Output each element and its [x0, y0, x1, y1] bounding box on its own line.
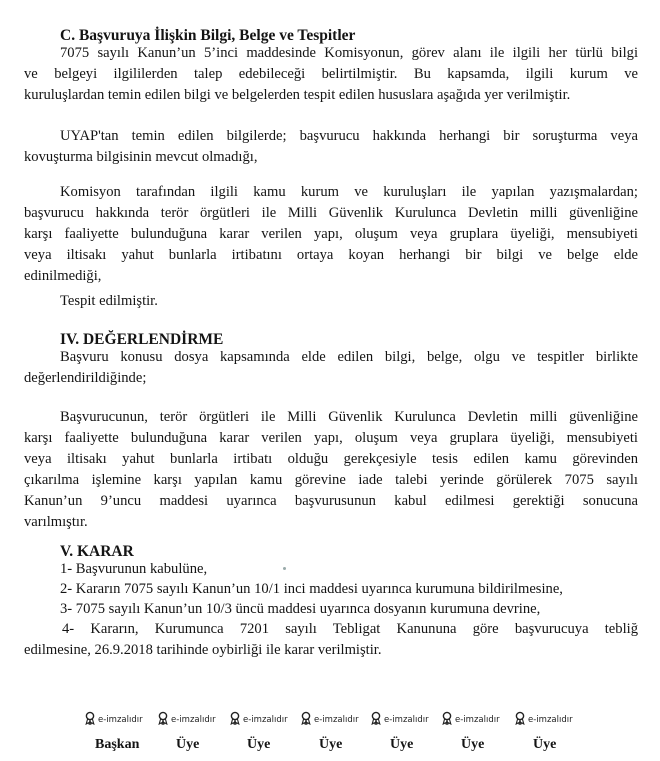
- e-signature-ribbon-icon: [370, 711, 382, 728]
- text-line: kovuşturma bilgisinin mevcut olmadığı,: [24, 149, 258, 165]
- text-line: veya iltisakı yahut bunlarla irtibatını ortaya koyan herhangi bir bilgi ve belge elde: [24, 247, 638, 263]
- e-signature-label: e-imzalıdır: [384, 714, 429, 725]
- text-line: Başvuru konusu dosya kapsamında elde edilen bilgi, belge, olgu ve tespitler birlikte: [60, 349, 638, 365]
- signatory-role-member: Üye: [390, 737, 414, 752]
- text-line: veya iltisakı yahut bunlarla irtibatı olduğu gerekçesiyle tesis edilen kamu görevinden: [24, 451, 638, 467]
- e-signature-stamp: [157, 711, 216, 728]
- section-c-title: C. Başvuruya İlişkin Bilgi, Belge ve Tespitler: [60, 27, 356, 44]
- e-signature-ribbon-icon: [84, 711, 96, 728]
- text-line: değerlendirildiğinde;: [24, 370, 147, 386]
- decision-item-2: 2- Kararın 7075 sayılı Kanun’un 10/1 inci maddesi uyarınca kurumuna bildirilmesine,: [60, 581, 563, 597]
- section-iv-paragraph-2: [24, 407, 638, 533]
- signatory-role-member: Üye: [176, 737, 200, 752]
- e-signature-label: e-imzalıdır: [314, 714, 359, 725]
- e-signature-ribbon-icon: [229, 711, 241, 728]
- text-line: kuruluşlardan temin edilen bilgi ve belgelerden tespit edilen hususlara aşağıda yer verilmiştir.: [24, 87, 571, 103]
- section-c-paragraph-2: [24, 126, 638, 168]
- e-signature-label: e-imzalıdır: [528, 714, 573, 725]
- decision-item-4: [24, 619, 638, 661]
- signatory-roles: [0, 737, 660, 757]
- e-signature-label: e-imzalıdır: [455, 714, 500, 725]
- text-line: Başvurucunun, terör örgütleri ile Milli Güvenlik Kurulunca Devletin milli güvenliğine: [60, 409, 638, 425]
- e-signature-ribbon-icon: [157, 711, 169, 728]
- decision-item-1: 1- Başvurunun kabulüne,: [60, 561, 208, 577]
- e-signature-label: e-imzalıdır: [171, 714, 216, 725]
- text-line: çıkarılma işlemine karşı yapılan kamu görevine iade talebi yerinde görülerek 7075 sayılı: [24, 472, 638, 488]
- decision-item-3: 3- 7075 sayılı Kanun’un 10/3 üncü maddesi uyarınca dosyanın kurumuna devrine,: [60, 601, 541, 617]
- text-line: başvurucu hakkında terör örgütleri ile Milli Güvenlik Kurulunca Devletin milli güvenliğine: [24, 205, 638, 221]
- e-signature-stamp: [441, 711, 500, 728]
- e-signature-label: e-imzalıdır: [243, 714, 288, 725]
- text-line: karşı faaliyette bulunduğuna karar verilen yapı, oluşum veya gruplara üyeliği, mensubiyeti: [24, 226, 638, 242]
- signatory-role-member: Üye: [319, 737, 343, 752]
- text-line: varılmıştır.: [24, 514, 88, 530]
- text-line: Komisyon tarafından ilgili kamu kurum ve kuruluşları ile yapılan yazışmalardan;: [60, 184, 638, 200]
- e-signature-stamp: [370, 711, 429, 728]
- text-line: 4- Kararın, Kurumunca 7201 sayılı Tebligat Kanununa göre başvurucuya tebliğ: [62, 621, 638, 637]
- section-v-title: V. KARAR: [60, 543, 134, 560]
- text-line: Kanun’un 9’uncu maddesi uyarınca başvurusunun kabul edilmesi gerektiği sonucuna: [24, 493, 638, 509]
- section-c-paragraph-3: [24, 182, 638, 287]
- text-line: karşı faaliyette bulunduğuna karar verilen yapı, oluşum veya gruplara üyeliği, mensubiyeti: [24, 430, 638, 446]
- section-iv-paragraph-1: [24, 347, 638, 389]
- text-line: 7075 sayılı Kanun’un 5’inci maddesinde Komisyonun, görev alanı ile ilgili her türlü bilgi: [60, 45, 638, 61]
- text-line: edilmesine, 26.9.2018 tarihinde oybirliği ile karar verilmiştir.: [24, 642, 382, 658]
- signatory-role-chair: Başkan: [95, 737, 140, 752]
- e-signature-ribbon-icon: [441, 711, 453, 728]
- text-line: UYAP'tan temin edilen bilgilerde; başvurucu hakkında herhangi bir soruşturma veya: [60, 128, 638, 144]
- scan-speck: [283, 567, 286, 570]
- e-signature-ribbon-icon: [300, 711, 312, 728]
- signatory-role-member: Üye: [533, 737, 557, 752]
- e-signature-stamp: [514, 711, 573, 728]
- signatory-role-member: Üye: [247, 737, 271, 752]
- e-signature-stamp: [84, 711, 143, 728]
- text-line: edinilmediği,: [24, 268, 102, 284]
- section-c-paragraph-4: Tespit edilmiştir.: [60, 293, 158, 309]
- section-c-paragraph-1: [24, 43, 638, 106]
- e-signature-stamp: [300, 711, 359, 728]
- text-line: ve belgeyi ilgililerden talep edebileceği belirtilmiştir. Bu kapsamda, ilgili kurum ve: [24, 66, 638, 82]
- e-signature-ribbon-icon: [514, 711, 526, 728]
- signatory-role-member: Üye: [461, 737, 485, 752]
- e-signature-stamp: [229, 711, 288, 728]
- e-signature-row: [84, 711, 604, 727]
- e-signature-label: e-imzalıdır: [98, 714, 143, 725]
- section-iv-title: IV. DEĞERLENDİRME: [60, 331, 224, 348]
